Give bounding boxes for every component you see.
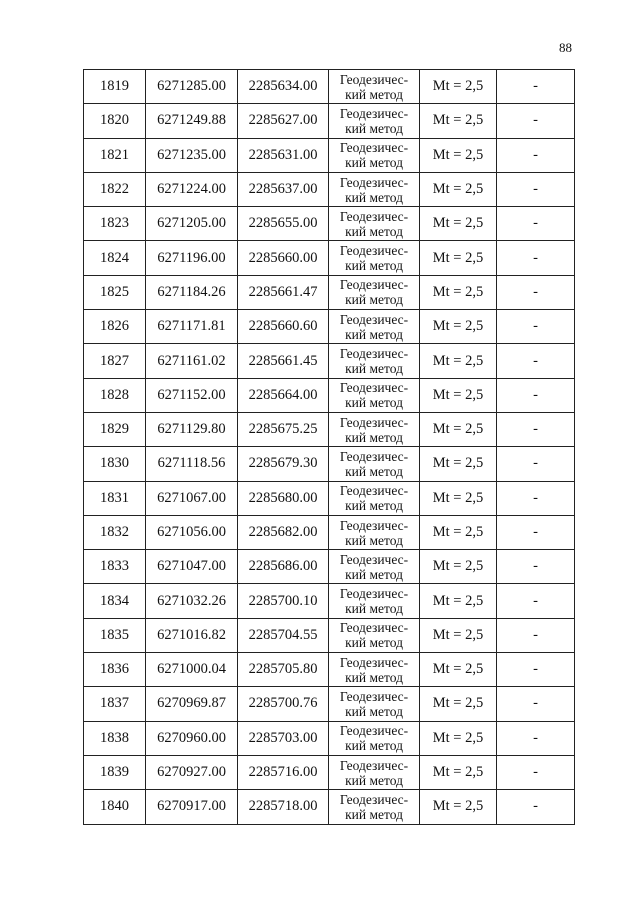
table-row [84, 104, 575, 138]
table-row [84, 207, 575, 241]
method-line-2: кий метод [345, 738, 403, 754]
coordinates-table-body [84, 70, 575, 825]
accuracy-cell: Mt = 2,5 [420, 618, 497, 652]
point-number-cell: 1838 [84, 721, 146, 755]
coordinates-table [83, 69, 575, 825]
method-line-2: кий метод [345, 429, 403, 445]
table-row [84, 584, 575, 618]
method-line-1: Геодезичес- [339, 483, 409, 499]
point-number-cell: 1836 [84, 653, 146, 687]
x-coordinate-cell: 6270960.00 [146, 721, 238, 755]
x-coordinate-cell: 6271129.80 [146, 412, 238, 446]
y-coordinate-cell: 2285661.47 [238, 275, 329, 309]
point-number-cell: 1834 [84, 584, 146, 618]
table-row [84, 344, 575, 378]
note-cell: - [497, 378, 575, 412]
point-number-cell: 1828 [84, 378, 146, 412]
accuracy-cell: Mt = 2,5 [420, 515, 497, 549]
x-coordinate-cell: 6271016.82 [146, 618, 238, 652]
accuracy-cell: Mt = 2,5 [420, 172, 497, 206]
y-coordinate-cell: 2285705.80 [238, 653, 329, 687]
point-number-cell: 1832 [84, 515, 146, 549]
method-line-1: Геодезичес- [339, 105, 409, 121]
method-cell [329, 790, 420, 824]
note-cell: - [497, 104, 575, 138]
accuracy-cell: Mt = 2,5 [420, 275, 497, 309]
method-line-1: Геодезичес- [339, 757, 409, 773]
table-row [84, 138, 575, 172]
accuracy-cell: Mt = 2,5 [420, 550, 497, 584]
accuracy-cell: Mt = 2,5 [420, 207, 497, 241]
point-number-cell: 1837 [84, 687, 146, 721]
accuracy-cell: Mt = 2,5 [420, 755, 497, 789]
method-line-2: кий метод [345, 155, 403, 171]
point-number-cell: 1840 [84, 790, 146, 824]
method-cell [329, 207, 420, 241]
point-number-cell: 1839 [84, 755, 146, 789]
table-row [84, 515, 575, 549]
table-row [84, 310, 575, 344]
method-cell [329, 412, 420, 446]
table-row [84, 275, 575, 309]
y-coordinate-cell: 2285661.45 [238, 344, 329, 378]
accuracy-cell: Mt = 2,5 [420, 481, 497, 515]
accuracy-cell: Mt = 2,5 [420, 790, 497, 824]
note-cell: - [497, 515, 575, 549]
method-line-1: Геодезичес- [339, 586, 409, 602]
method-cell [329, 550, 420, 584]
y-coordinate-cell: 2285634.00 [238, 70, 329, 104]
point-number-cell: 1827 [84, 344, 146, 378]
point-number-cell: 1835 [84, 618, 146, 652]
note-cell: - [497, 447, 575, 481]
method-cell [329, 70, 420, 104]
y-coordinate-cell: 2285718.00 [238, 790, 329, 824]
page-number: 88 [559, 40, 572, 55]
note-cell: - [497, 721, 575, 755]
method-line-1: Геодезичес- [339, 688, 409, 704]
x-coordinate-cell: 6271235.00 [146, 138, 238, 172]
x-coordinate-cell: 6271056.00 [146, 515, 238, 549]
accuracy-cell: Mt = 2,5 [420, 447, 497, 481]
table-row [84, 653, 575, 687]
y-coordinate-cell: 2285660.00 [238, 241, 329, 275]
method-line-2: кий метод [345, 566, 403, 582]
method-cell [329, 138, 420, 172]
point-number-cell: 1833 [84, 550, 146, 584]
method-cell [329, 275, 420, 309]
point-number-cell: 1824 [84, 241, 146, 275]
note-cell: - [497, 790, 575, 824]
method-cell [329, 721, 420, 755]
x-coordinate-cell: 6271161.02 [146, 344, 238, 378]
accuracy-cell: Mt = 2,5 [420, 344, 497, 378]
method-cell [329, 344, 420, 378]
note-cell: - [497, 412, 575, 446]
method-cell [329, 378, 420, 412]
method-cell [329, 104, 420, 138]
accuracy-cell: Mt = 2,5 [420, 138, 497, 172]
x-coordinate-cell: 6271118.56 [146, 447, 238, 481]
table-row [84, 412, 575, 446]
point-number-cell: 1819 [84, 70, 146, 104]
method-line-1: Геодезичес- [339, 243, 409, 259]
method-line-2: кий метод [345, 223, 403, 239]
y-coordinate-cell: 2285637.00 [238, 172, 329, 206]
y-coordinate-cell: 2285703.00 [238, 721, 329, 755]
point-number-cell: 1822 [84, 172, 146, 206]
method-line-2: кий метод [345, 669, 403, 685]
note-cell: - [497, 687, 575, 721]
x-coordinate-cell: 6271000.04 [146, 653, 238, 687]
method-cell [329, 172, 420, 206]
note-cell: - [497, 310, 575, 344]
note-cell: - [497, 755, 575, 789]
y-coordinate-cell: 2285679.30 [238, 447, 329, 481]
method-line-2: кий метод [345, 498, 403, 514]
method-line-1: Геодезичес- [339, 277, 409, 293]
note-cell: - [497, 172, 575, 206]
y-coordinate-cell: 2285686.00 [238, 550, 329, 584]
x-coordinate-cell: 6271224.00 [146, 172, 238, 206]
method-line-1: Геодезичес- [339, 551, 409, 567]
method-line-2: кий метод [345, 532, 403, 548]
method-cell [329, 755, 420, 789]
method-line-2: кий метод [345, 772, 403, 788]
table-row [84, 447, 575, 481]
y-coordinate-cell: 2285675.25 [238, 412, 329, 446]
accuracy-cell: Mt = 2,5 [420, 104, 497, 138]
table-row [84, 378, 575, 412]
method-line-1: Геодезичес- [339, 346, 409, 362]
method-line-1: Геодезичес- [339, 311, 409, 327]
method-line-2: кий метод [345, 601, 403, 617]
method-line-2: кий метод [345, 395, 403, 411]
note-cell: - [497, 241, 575, 275]
method-line-1: Геодезичес- [339, 517, 409, 533]
accuracy-cell: Mt = 2,5 [420, 378, 497, 412]
method-cell [329, 618, 420, 652]
method-cell [329, 584, 420, 618]
table-row [84, 241, 575, 275]
table-row [84, 481, 575, 515]
x-coordinate-cell: 6271032.26 [146, 584, 238, 618]
note-cell: - [497, 138, 575, 172]
method-line-1: Геодезичес- [339, 791, 409, 807]
method-line-1: Геодезичес- [339, 140, 409, 156]
method-line-1: Геодезичес- [339, 174, 409, 190]
method-line-2: кий метод [345, 361, 403, 377]
y-coordinate-cell: 2285716.00 [238, 755, 329, 789]
x-coordinate-cell: 6271249.88 [146, 104, 238, 138]
method-cell [329, 687, 420, 721]
accuracy-cell: Mt = 2,5 [420, 241, 497, 275]
table-row [84, 70, 575, 104]
point-number-cell: 1820 [84, 104, 146, 138]
x-coordinate-cell: 6270917.00 [146, 790, 238, 824]
y-coordinate-cell: 2285660.60 [238, 310, 329, 344]
x-coordinate-cell: 6271047.00 [146, 550, 238, 584]
method-line-1: Геодезичес- [339, 654, 409, 670]
y-coordinate-cell: 2285700.76 [238, 687, 329, 721]
table-row [84, 550, 575, 584]
method-line-2: кий метод [345, 326, 403, 342]
method-line-2: кий метод [345, 806, 403, 822]
table-row [84, 172, 575, 206]
method-cell [329, 310, 420, 344]
accuracy-cell: Mt = 2,5 [420, 310, 497, 344]
table-row [84, 755, 575, 789]
method-line-2: кий метод [345, 189, 403, 205]
note-cell: - [497, 344, 575, 378]
y-coordinate-cell: 2285664.00 [238, 378, 329, 412]
method-line-1: Геодезичес- [339, 71, 409, 87]
method-line-1: Геодезичес- [339, 414, 409, 430]
x-coordinate-cell: 6271205.00 [146, 207, 238, 241]
method-cell [329, 515, 420, 549]
method-line-2: кий метод [345, 86, 403, 102]
note-cell: - [497, 550, 575, 584]
y-coordinate-cell: 2285655.00 [238, 207, 329, 241]
note-cell: - [497, 70, 575, 104]
y-coordinate-cell: 2285704.55 [238, 618, 329, 652]
note-cell: - [497, 653, 575, 687]
note-cell: - [497, 481, 575, 515]
method-line-2: кий метод [345, 292, 403, 308]
method-line-1: Геодезичес- [339, 620, 409, 636]
method-line-1: Геодезичес- [339, 380, 409, 396]
method-line-1: Геодезичес- [339, 208, 409, 224]
accuracy-cell: Mt = 2,5 [420, 687, 497, 721]
accuracy-cell: Mt = 2,5 [420, 412, 497, 446]
x-coordinate-cell: 6271171.81 [146, 310, 238, 344]
method-line-2: кий метод [345, 635, 403, 651]
accuracy-cell: Mt = 2,5 [420, 584, 497, 618]
x-coordinate-cell: 6271184.26 [146, 275, 238, 309]
accuracy-cell: Mt = 2,5 [420, 70, 497, 104]
x-coordinate-cell: 6271285.00 [146, 70, 238, 104]
method-line-1: Геодезичес- [339, 723, 409, 739]
point-number-cell: 1826 [84, 310, 146, 344]
y-coordinate-cell: 2285682.00 [238, 515, 329, 549]
method-line-2: кий метод [345, 120, 403, 136]
method-cell [329, 447, 420, 481]
method-line-2: кий метод [345, 463, 403, 479]
note-cell: - [497, 618, 575, 652]
method-line-1: Геодезичес- [339, 448, 409, 464]
method-cell [329, 241, 420, 275]
y-coordinate-cell: 2285680.00 [238, 481, 329, 515]
accuracy-cell: Mt = 2,5 [420, 653, 497, 687]
x-coordinate-cell: 6271196.00 [146, 241, 238, 275]
method-line-2: кий метод [345, 258, 403, 274]
point-number-cell: 1829 [84, 412, 146, 446]
point-number-cell: 1831 [84, 481, 146, 515]
table-row [84, 790, 575, 824]
method-cell [329, 653, 420, 687]
x-coordinate-cell: 6271152.00 [146, 378, 238, 412]
point-number-cell: 1830 [84, 447, 146, 481]
x-coordinate-cell: 6270927.00 [146, 755, 238, 789]
point-number-cell: 1821 [84, 138, 146, 172]
table-row [84, 618, 575, 652]
y-coordinate-cell: 2285631.00 [238, 138, 329, 172]
point-number-cell: 1825 [84, 275, 146, 309]
method-line-2: кий метод [345, 703, 403, 719]
accuracy-cell: Mt = 2,5 [420, 721, 497, 755]
y-coordinate-cell: 2285627.00 [238, 104, 329, 138]
table-row [84, 721, 575, 755]
method-cell [329, 481, 420, 515]
point-number-cell: 1823 [84, 207, 146, 241]
table-row [84, 687, 575, 721]
y-coordinate-cell: 2285700.10 [238, 584, 329, 618]
note-cell: - [497, 207, 575, 241]
note-cell: - [497, 584, 575, 618]
note-cell: - [497, 275, 575, 309]
x-coordinate-cell: 6270969.87 [146, 687, 238, 721]
x-coordinate-cell: 6271067.00 [146, 481, 238, 515]
